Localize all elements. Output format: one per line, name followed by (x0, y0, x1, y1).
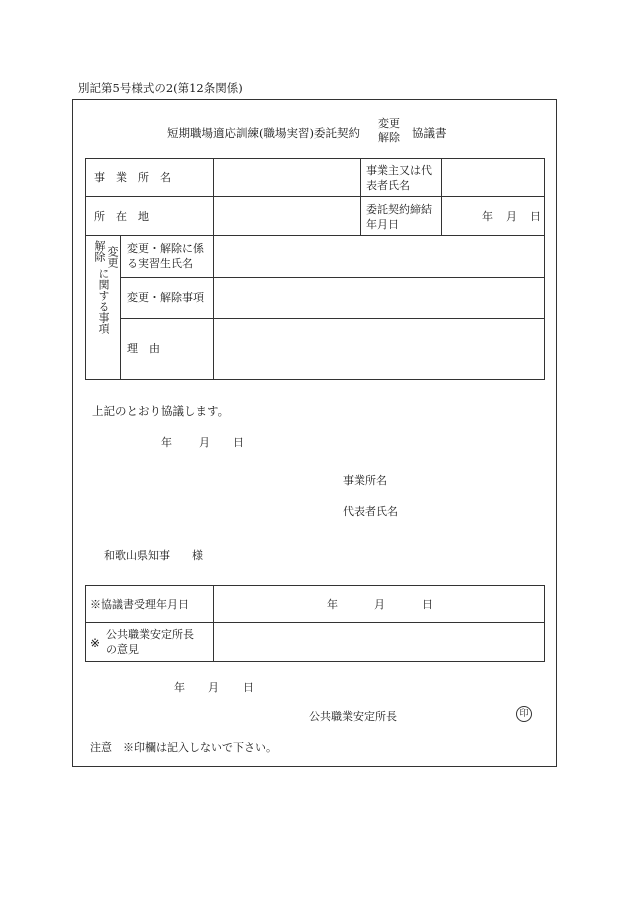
opinion-label-cell (85, 622, 214, 662)
location-label-cell (85, 196, 214, 236)
office-name-field[interactable] (213, 158, 361, 197)
seal-stamp-icon: 印 (516, 706, 532, 722)
reason-label-cell (120, 318, 214, 380)
title-option-cancel: 解除 (378, 131, 400, 144)
form-title: 短期職場適応訓練(職場実習)委託契約 (167, 126, 360, 140)
received-date-field[interactable] (213, 585, 545, 623)
office-name-label-cell (85, 158, 214, 197)
opinion-label-line1: 公共職業安定所長 (106, 628, 194, 641)
owner-name-field[interactable] (441, 158, 545, 197)
contract-date-label-line2: 年月日 (366, 218, 399, 231)
contract-date-year: 年 (482, 210, 493, 223)
date2-year: 年 (174, 681, 185, 694)
trainee-name-field[interactable] (213, 235, 545, 278)
trainee-label-line1: 変更・解除に係 (127, 242, 204, 255)
change-section-label-rest: に関する事項 (97, 268, 110, 334)
note: 注意 ※印欄は記入しないで下さい。 (90, 741, 277, 754)
contract-date-field[interactable] (441, 196, 545, 236)
received-year: 年 (327, 598, 338, 611)
owner-label-line1: 事業主又は代 (366, 164, 432, 177)
trainee-label-cell (120, 235, 214, 278)
location-field[interactable] (213, 196, 361, 236)
received-label: ※協議書受理年月日 (90, 598, 189, 611)
change-section-label-top2: 解除 (93, 240, 106, 262)
office-name-line: 事業所名 (343, 474, 387, 487)
date-day: 日 (233, 436, 244, 449)
title-suffix: 協議書 (412, 126, 447, 140)
contract-date-label-line1: 委託契約締結 (366, 203, 432, 216)
representative-line: 代表者氏名 (343, 505, 398, 518)
items-field[interactable] (213, 277, 545, 319)
director-line: 公共職業安定所長 (309, 710, 397, 723)
contract-date-day: 日 (530, 210, 541, 223)
change-section-label-top: 変更 (106, 246, 119, 268)
reason-label: 理 由 (127, 342, 160, 355)
opinion-field[interactable] (213, 622, 545, 662)
items-label: 変更・解除事項 (127, 291, 204, 304)
form-reference: 別記第5号様式の2(第12条関係) (78, 81, 243, 95)
owner-label-line2: 表者氏名 (366, 179, 410, 192)
date-month: 月 (199, 436, 210, 449)
office-name-label: 事 業 所 名 (94, 171, 171, 184)
received-day: 日 (422, 598, 433, 611)
location-label: 所 在 地 (94, 210, 149, 223)
date2-month: 月 (208, 681, 219, 694)
statement: 上記のとおり協議します。 (92, 404, 230, 418)
date-year: 年 (161, 436, 172, 449)
trainee-label-line2: る実習生氏名 (127, 257, 193, 270)
items-label-cell (120, 277, 214, 319)
title-option-stack (378, 117, 400, 145)
title-option-change: 変更 (378, 117, 400, 130)
reason-field[interactable] (213, 318, 545, 380)
contract-date-label-cell (360, 196, 442, 236)
received-month: 月 (374, 598, 385, 611)
date2-day: 日 (243, 681, 254, 694)
owner-label-cell (360, 158, 442, 197)
contract-date-month: 月 (506, 210, 517, 223)
change-section-label-cell (85, 235, 121, 380)
received-label-cell (85, 585, 214, 623)
addressee: 和歌山県知事 様 (104, 549, 203, 562)
opinion-mark: ※ (90, 636, 101, 650)
opinion-label-line2: の意見 (106, 643, 139, 656)
